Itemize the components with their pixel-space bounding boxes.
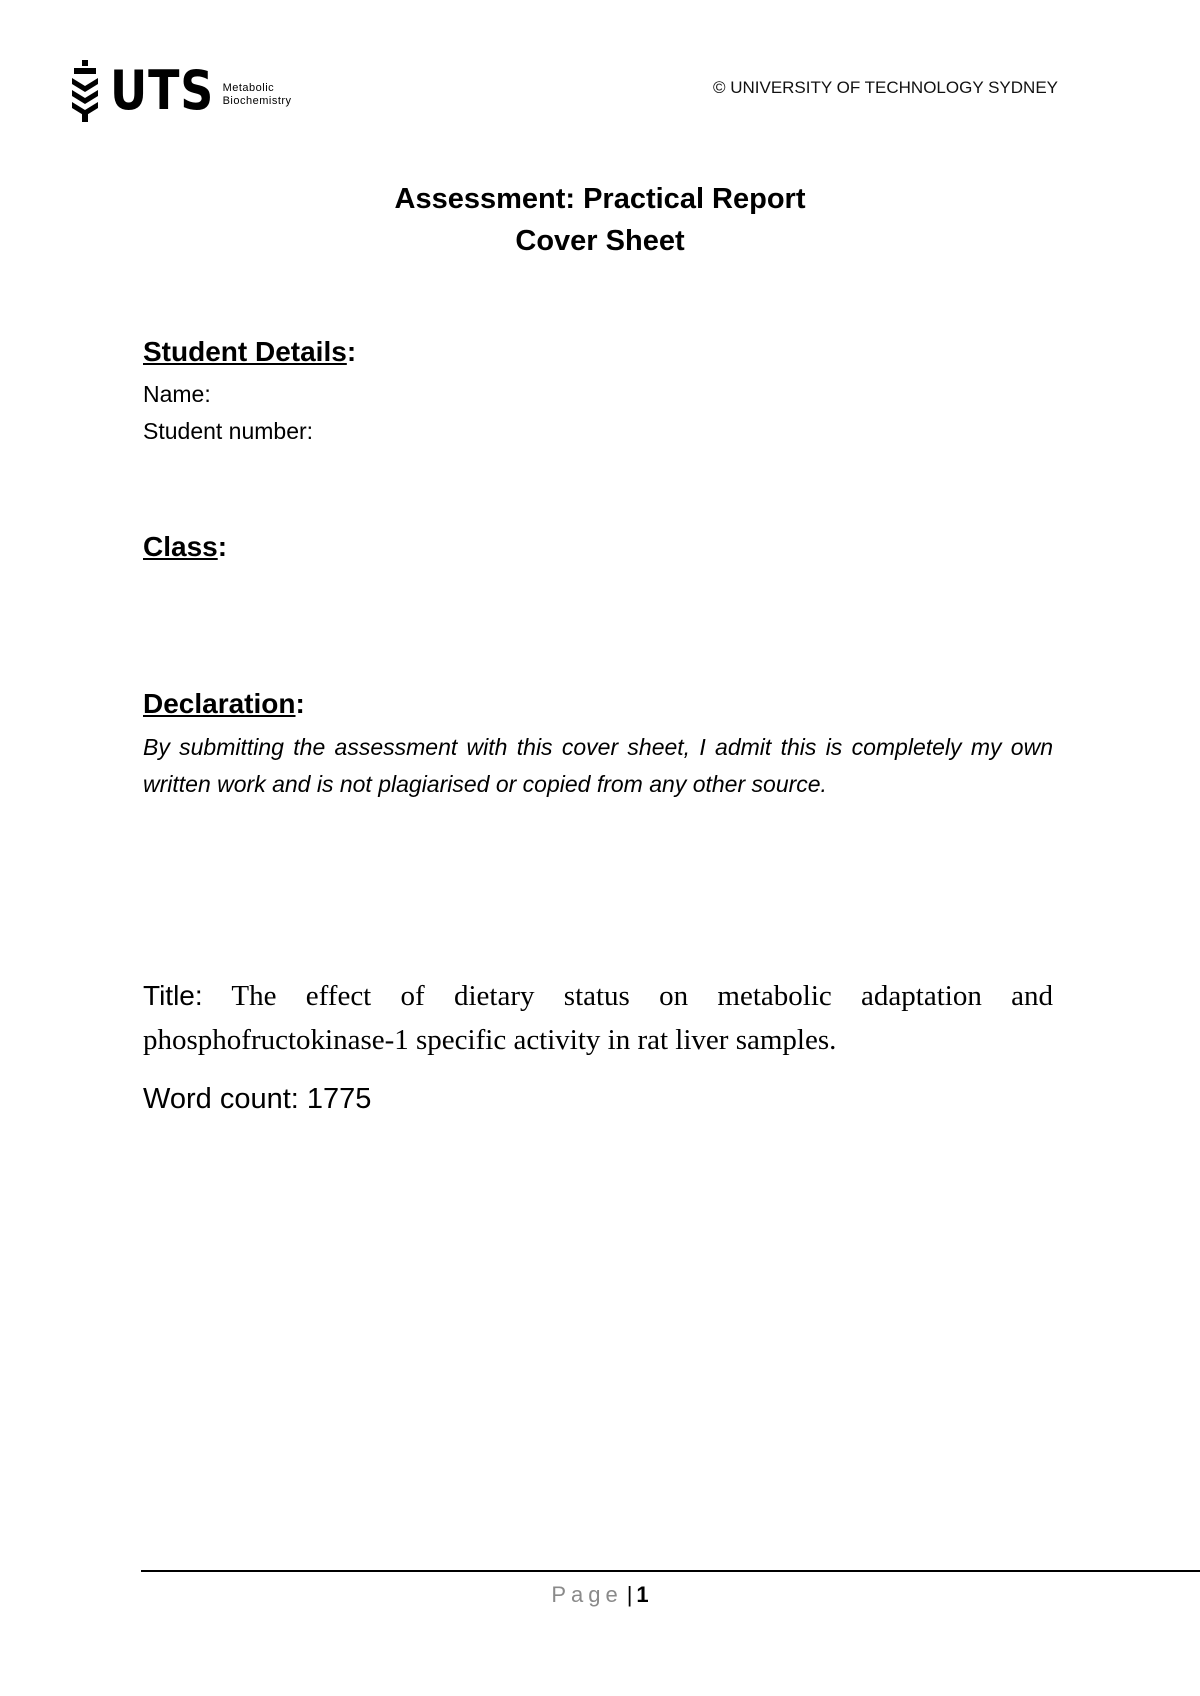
declaration-label: Declaration — [143, 688, 296, 719]
class-colon: : — [217, 531, 228, 562]
page-separator: | — [626, 1582, 633, 1607]
title-line-1: Assessment: Practical Report — [394, 183, 806, 215]
declaration-colon: : — [295, 688, 305, 719]
page-word: Page — [551, 1582, 623, 1607]
page-footer — [0, 1582, 1200, 1608]
logo-wordmark: UTS — [110, 59, 215, 122]
student-number-field-label: Student number: — [143, 418, 314, 444]
copyright-notice: © UNIVERSITY OF TECHNOLOGY SYDNEY — [712, 78, 1058, 97]
student-details-heading — [143, 336, 356, 368]
uts-emblem-icon — [68, 60, 102, 122]
student-details-colon: : — [346, 336, 357, 367]
title-line-2: Cover Sheet — [515, 225, 685, 257]
class-label: Class — [143, 531, 218, 562]
page-number: 1 — [636, 1582, 649, 1607]
student-details-label: Student Details — [143, 336, 347, 367]
logo-subtitle-line2: Biochemistry — [222, 95, 292, 107]
document-title — [0, 178, 1200, 262]
class-heading — [143, 531, 227, 563]
report-title — [143, 974, 1053, 1062]
declaration-heading — [143, 688, 305, 720]
name-field-label: Name: — [143, 381, 211, 407]
uts-logo — [68, 60, 292, 122]
declaration-text: By submitting the assessment with this cover sheet, I admit this is completely my own written work and is not plagiarised or copied from any other source. — [143, 734, 1053, 797]
word-count: Word count: 1775 — [143, 1083, 372, 1115]
report-title-text: The effect of dietary status on metabolic adaptation and phosphofructokinase-1 specific activity in rat liver samples. — [143, 980, 1053, 1056]
logo-subtitle — [223, 82, 292, 108]
logo-subtitle-line1: Metabolic — [222, 82, 275, 94]
report-title-label: Title: — [143, 980, 203, 1011]
footer-divider — [141, 1570, 1200, 1572]
